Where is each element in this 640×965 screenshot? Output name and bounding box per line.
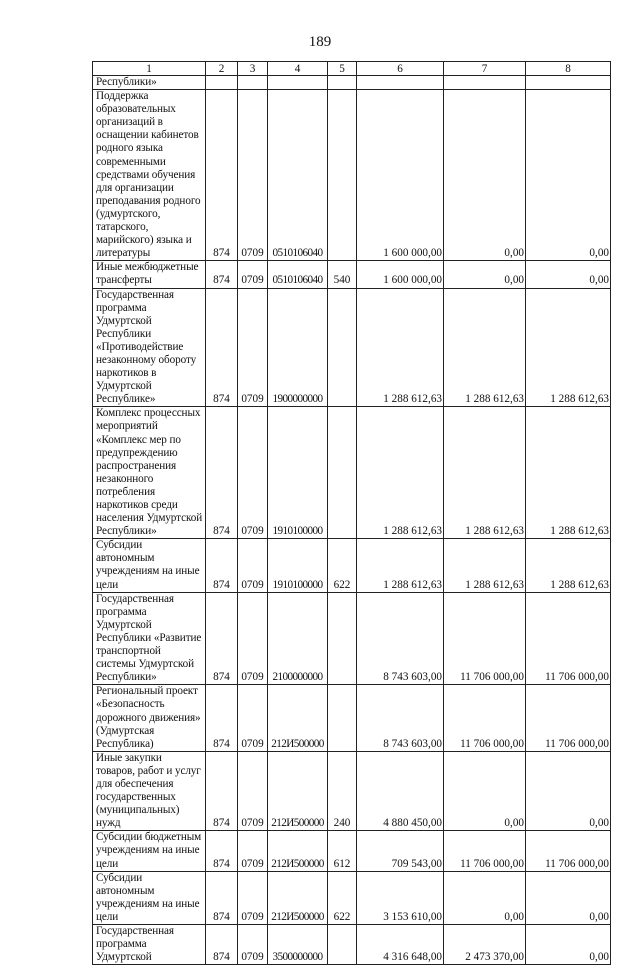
table-row bbox=[93, 685, 611, 751]
admin-code: 874 bbox=[206, 592, 238, 685]
target-article-code: 212И500000 bbox=[268, 831, 328, 871]
expense-type-code bbox=[328, 407, 357, 539]
target-article-code bbox=[268, 76, 328, 90]
amount-col-6: 4 880 450,00 bbox=[357, 751, 444, 831]
section-code bbox=[238, 76, 268, 90]
amount-col-6: 1 288 612,63 bbox=[357, 539, 444, 592]
amount-col-6 bbox=[357, 76, 444, 90]
amount-col-6: 1 600 000,00 bbox=[357, 90, 444, 261]
amount-col-6: 1 288 612,63 bbox=[357, 407, 444, 539]
amount-col-6: 3 153 610,00 bbox=[357, 871, 444, 924]
section-code: 0709 bbox=[238, 751, 268, 831]
expense-type-code bbox=[328, 685, 357, 751]
table-row bbox=[93, 539, 611, 592]
table-row bbox=[93, 76, 611, 90]
target-article-code: 0510106040 bbox=[268, 261, 328, 288]
amount-col-8: 0,00 bbox=[526, 751, 611, 831]
amount-col-8: 11 706 000,00 bbox=[526, 592, 611, 685]
admin-code: 874 bbox=[206, 831, 238, 871]
target-article-code: 0510106040 bbox=[268, 90, 328, 261]
table-row bbox=[93, 592, 611, 685]
row-description: Комплекс процессных мероприятий «Комплекс мер по предупреждению распространения незаконного потребления наркотиков среди населения Удмуртской Республики» bbox=[93, 407, 206, 539]
admin-code: 874 bbox=[206, 90, 238, 261]
amount-col-7: 1 288 612,63 bbox=[444, 407, 526, 539]
amount-col-7: 11 706 000,00 bbox=[444, 592, 526, 685]
amount-col-8: 1 288 612,63 bbox=[526, 288, 611, 407]
table-row bbox=[93, 288, 611, 407]
section-code: 0709 bbox=[238, 831, 268, 871]
column-header: 7 bbox=[444, 62, 526, 76]
row-description: Государственная программа Удмуртской Республики «Развитие транспортной системы Удмуртской Республики» bbox=[93, 592, 206, 685]
row-description: Иные межбюджетные трансферты bbox=[93, 261, 206, 288]
amount-col-6: 8 743 603,00 bbox=[357, 685, 444, 751]
column-header: 1 bbox=[93, 62, 206, 76]
section-code: 0709 bbox=[238, 407, 268, 539]
row-description: Республики» bbox=[93, 76, 206, 90]
target-article-code: 2100000000 bbox=[268, 592, 328, 685]
amount-col-8: 1 288 612,63 bbox=[526, 407, 611, 539]
admin-code bbox=[206, 76, 238, 90]
row-description: Поддержка образовательных организаций в оснащении кабинетов родного языка современными средствами обучения для организации преподавания родного (удмуртского, татарского, марийского) языка и литературы bbox=[93, 90, 206, 261]
target-article-code: 3500000000 bbox=[268, 925, 328, 965]
admin-code: 874 bbox=[206, 925, 238, 965]
amount-col-6: 8 743 603,00 bbox=[357, 592, 444, 685]
table-row bbox=[93, 831, 611, 871]
amount-col-8: 1 288 612,63 bbox=[526, 539, 611, 592]
row-description: Субсидии автономным учреждениям на иные цели bbox=[93, 871, 206, 924]
amount-col-8: 0,00 bbox=[526, 261, 611, 288]
row-description: Государственная программа Удмуртской bbox=[93, 925, 206, 965]
amount-col-7: 1 288 612,63 bbox=[444, 288, 526, 407]
admin-code: 874 bbox=[206, 407, 238, 539]
row-description: Субсидии автономным учреждениям на иные цели bbox=[93, 539, 206, 592]
column-header: 8 bbox=[526, 62, 611, 76]
expense-type-code bbox=[328, 592, 357, 685]
column-header: 5 bbox=[328, 62, 357, 76]
amount-col-7: 2 473 370,00 bbox=[444, 925, 526, 965]
amount-col-8: 0,00 bbox=[526, 871, 611, 924]
amount-col-7: 0,00 bbox=[444, 871, 526, 924]
target-article-code: 212И500000 bbox=[268, 871, 328, 924]
target-article-code: 1910100000 bbox=[268, 539, 328, 592]
expense-type-code: 622 bbox=[328, 871, 357, 924]
amount-col-8 bbox=[526, 76, 611, 90]
target-article-code: 1910100000 bbox=[268, 407, 328, 539]
expense-type-code: 240 bbox=[328, 751, 357, 831]
section-code: 0709 bbox=[238, 871, 268, 924]
target-article-code: 1900000000 bbox=[268, 288, 328, 407]
amount-col-6: 709 543,00 bbox=[357, 831, 444, 871]
expense-type-code bbox=[328, 288, 357, 407]
column-header: 3 bbox=[238, 62, 268, 76]
amount-col-7: 11 706 000,00 bbox=[444, 831, 526, 871]
expense-type-code: 622 bbox=[328, 539, 357, 592]
amount-col-8: 11 706 000,00 bbox=[526, 831, 611, 871]
expense-type-code bbox=[328, 925, 357, 965]
expense-type-code: 612 bbox=[328, 831, 357, 871]
row-description: Иные закупки товаров, работ и услуг для обеспечения государственных (муниципальных) нужд bbox=[93, 751, 206, 831]
amount-col-8: 11 706 000,00 bbox=[526, 685, 611, 751]
section-code: 0709 bbox=[238, 261, 268, 288]
admin-code: 874 bbox=[206, 751, 238, 831]
header-row bbox=[93, 62, 611, 76]
section-code: 0709 bbox=[238, 288, 268, 407]
amount-col-8: 0,00 bbox=[526, 90, 611, 261]
expense-type-code bbox=[328, 76, 357, 90]
expense-type-code: 540 bbox=[328, 261, 357, 288]
table-row bbox=[93, 871, 611, 924]
section-code: 0709 bbox=[238, 539, 268, 592]
expense-type-code bbox=[328, 90, 357, 261]
amount-col-7: 0,00 bbox=[444, 90, 526, 261]
table-row bbox=[93, 925, 611, 965]
admin-code: 874 bbox=[206, 288, 238, 407]
row-description: Региональный проект «Безопасность дорожного движения» (Удмуртская Республика) bbox=[93, 685, 206, 751]
section-code: 0709 bbox=[238, 685, 268, 751]
admin-code: 874 bbox=[206, 685, 238, 751]
table-row bbox=[93, 407, 611, 539]
table-row bbox=[93, 751, 611, 831]
admin-code: 874 bbox=[206, 871, 238, 924]
row-description: Субсидии бюджетным учреждениям на иные цели bbox=[93, 831, 206, 871]
admin-code: 874 bbox=[206, 539, 238, 592]
budget-table bbox=[92, 61, 611, 965]
amount-col-7 bbox=[444, 76, 526, 90]
amount-col-7: 0,00 bbox=[444, 261, 526, 288]
section-code: 0709 bbox=[238, 592, 268, 685]
section-code: 0709 bbox=[238, 925, 268, 965]
target-article-code: 212И500000 bbox=[268, 685, 328, 751]
table-row bbox=[93, 261, 611, 288]
column-header: 4 bbox=[268, 62, 328, 76]
amount-col-6: 4 316 648,00 bbox=[357, 925, 444, 965]
target-article-code: 212И500000 bbox=[268, 751, 328, 831]
row-description: Государственная программа Удмуртской Республики «Противодействие незаконному обороту наркотиков в Удмуртской Республике» bbox=[93, 288, 206, 407]
amount-col-8: 0,00 bbox=[526, 925, 611, 965]
amount-col-7: 0,00 bbox=[444, 751, 526, 831]
table-row bbox=[93, 90, 611, 261]
amount-col-6: 1 288 612,63 bbox=[357, 288, 444, 407]
column-header: 6 bbox=[357, 62, 444, 76]
page-number: 189 bbox=[308, 34, 332, 50]
amount-col-7: 1 288 612,63 bbox=[444, 539, 526, 592]
column-header: 2 bbox=[206, 62, 238, 76]
admin-code: 874 bbox=[206, 261, 238, 288]
amount-col-7: 11 706 000,00 bbox=[444, 685, 526, 751]
amount-col-6: 1 600 000,00 bbox=[357, 261, 444, 288]
section-code: 0709 bbox=[238, 90, 268, 261]
